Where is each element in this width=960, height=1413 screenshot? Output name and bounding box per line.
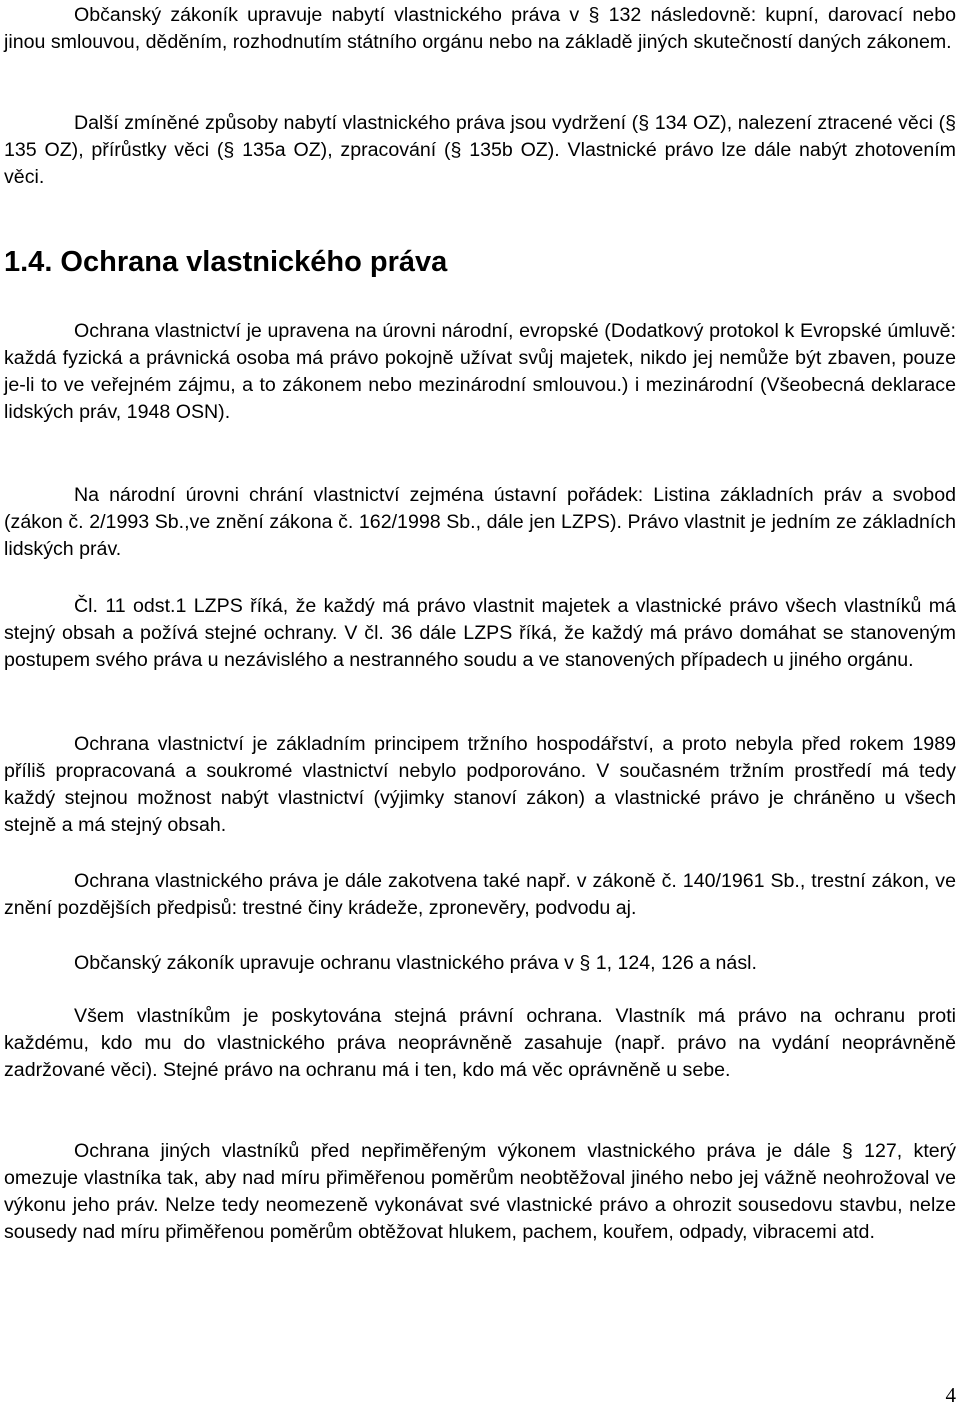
paragraph-criminal-law: Ochrana vlastnického práva je dále zakotvena také např. v zákoně č. 140/1961 Sb., trestní zákon, ve znění pozdějších předpisů: trestné činy krádeže, zpronevěry, podvodu aj. xyxy=(4,870,956,919)
paragraph-equal-protection: Všem vlastníkům je poskytována stejná právní ochrana. Vlastník má právo na ochranu proti každému, kdo mu do vlastnického práva neoprávněně zasahuje (např. právo na vydání neoprávněně zadržované věci). Stejné právo na ochranu má i ten, kdo má věc oprávněně u sebe. xyxy=(4,1005,956,1081)
paragraph-civil-code: Občanský zákoník upravuje ochranu vlastnického práva v § 1, 124, 126 a násl. xyxy=(74,952,757,974)
paragraph-other-acquisition: Další zmíněné způsoby nabytí vlastnického práva jsou vydržení (§ 134 OZ), nalezení ztracené věci (§ 135 OZ), přírůstky věci (§ 135a OZ), zpracování (§ 135b OZ). Vlastnické právo lze dále nabýt zhotovením věci. xyxy=(4,112,956,188)
paragraph-lzps-articles: Čl. 11 odst.1 LZPS říká, že každý má právo vlastnit majetek a vlastnické právo všech vlastníků má stejný obsah a požívá stejné ochrany. V čl. 36 dále LZPS říká, že každý má právo domáhat se stanoveným postupem svého práva u nezávislého a nestranného soudu a ve stanovených případech u jiného orgánu. xyxy=(4,595,956,671)
paragraph-other-owners: Ochrana jiných vlastníků před nepřiměřeným výkonem vlastnického práva je dále § 127, který omezuje vlastníka tak, aby nad míru přiměřenou poměrům neobtěžoval jiného nebo jej vážně neohrožoval ve výkonu jeho práv. Nelze tedy neomezeně vykonávat své vlastnické právo a ohrozit sousedovu stavbu, nelze sousedy nad míru přiměřenou poměrům obtěžovat hlukem, pachem, kouřem, odpady, vibracemi atd. xyxy=(4,1140,956,1243)
page-number: 4 xyxy=(945,1383,956,1407)
paragraph-national-level: Na národní úrovni chrání vlastnictví zejména ústavní pořádek: Listina základních práv a svobod (zákon č. 2/1993 Sb.,ve znění zákona č. 162/1998 Sb., dále jen LZPS). Právo vlastnit je jedním ze základních lidských práv. xyxy=(4,484,956,560)
paragraph-market-economy: Ochrana vlastnictví je základním principem tržního hospodářství, a proto nebyla před rokem 1989 příliš propracovaná a soukromé vlastnictví nebylo podporováno. V současném tržním prostředí má tedy každý stejnou možnost nabýt vlastnictví (výjimky stanoví zákon) a vlastnické právo je chráněno u všech stejně a má stejný obsah. xyxy=(4,733,956,836)
paragraph-acquisition-methods: Občanský zákoník upravuje nabytí vlastnického práva v § 132 následovně: kupní, darovací nebo jinou smlouvou, děděním, rozhodnutím státního orgánu nebo na základě jiných skutečností daných zákonem. xyxy=(4,4,956,53)
paragraph-protection-levels: Ochrana vlastnictví je upravena na úrovni národní, evropské (Dodatkový protokol k Evropské úmluvě: každá fyzická a právnická osoba má právo pokojně užívat svůj majetek, nikdo jej nemůže být zbaven, pouze je-li to ve veřejném zájmu, a to zákonem nebo mezinárodní smlouvou.) i mezinárodní (Všeobecná deklarace lidských práv, 1948 OSN). xyxy=(4,320,956,423)
section-heading: 1.4. Ochrana vlastnického práva xyxy=(4,246,448,278)
